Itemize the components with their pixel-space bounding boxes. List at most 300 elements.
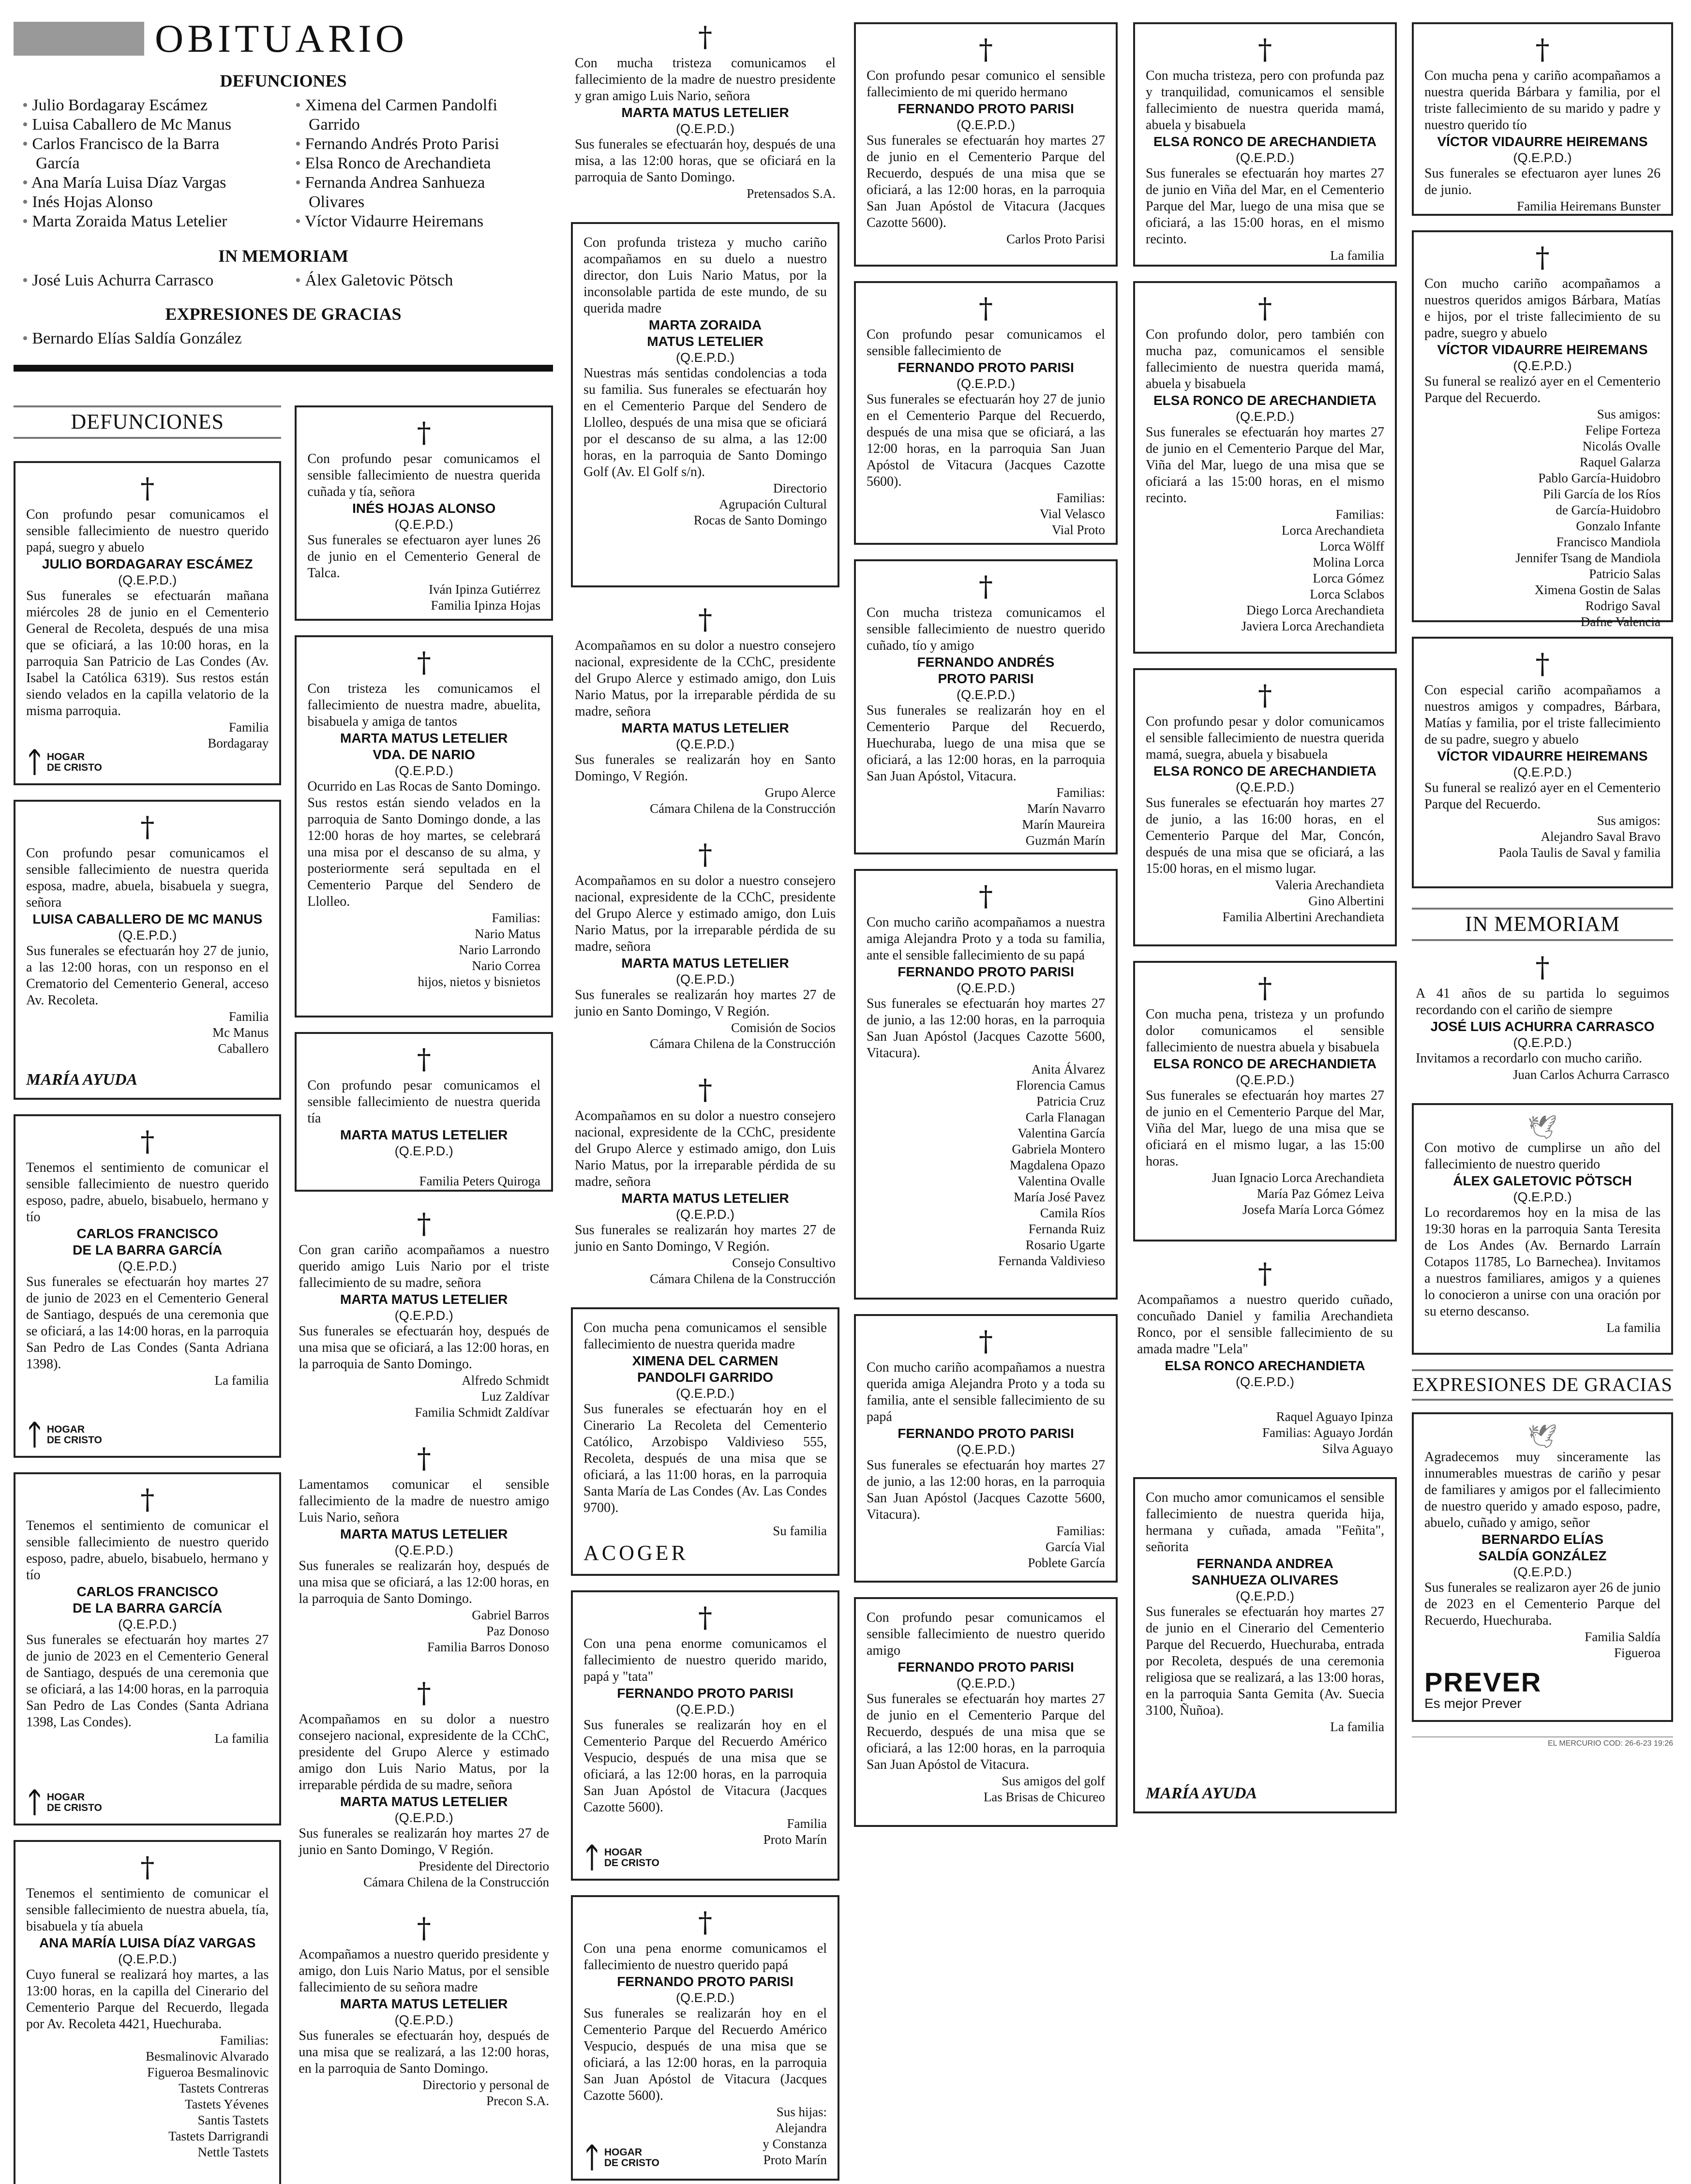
cross-icon: †	[979, 880, 993, 912]
cross-icon: †	[1258, 679, 1272, 712]
notice-qepd: (Q.E.P.D.)	[1235, 1073, 1295, 1087]
memoriam-box	[1412, 1103, 1673, 1355]
notice-text: Con profundo pesar comunicamos el sensible fallecimiento de nuestro querido amigo	[867, 1610, 1105, 1658]
notice-text: Con mucha pena y cariño acompañamos a nuestra querida Bárbara y familia, por el triste fallecimiento de su marido y padre y nuestro querido tío	[1424, 68, 1661, 133]
dove-icon: 🕊	[1527, 1424, 1557, 1450]
notice-text: Con profundo dolor, pero también con mucha paz, comunicamos el sensible fallecimiento de nuestra querida mamá, abuela y bisabuela	[1146, 327, 1384, 391]
notice-box	[854, 1314, 1118, 1583]
notice-name: VDA. DE NARIO	[373, 747, 475, 762]
column-6	[1412, 0, 1673, 1748]
notice-qepd: (Q.E.P.D.)	[675, 350, 735, 365]
notice-details: Sus funerales se efectuarán mañana miércoles 28 de junio en el Cementerio General de Recoleta, después de una misa que se oficiará, a las 10:00 horas, en la parroquia San Patricio de Las Condes (Av. Isabel la Católica 6319). Sus restos están siendo velados en la capilla velatorio de la misma parroquia.	[26, 588, 269, 718]
notice-signature: Familia Saldía Figueroa	[1585, 1630, 1661, 1660]
index-defunciones-right	[295, 96, 537, 231]
notice-name: FERNANDO PROTO PARISI	[617, 1686, 793, 1701]
notice-qepd: (Q.E.P.D.)	[394, 2013, 453, 2027]
notice-box	[571, 222, 839, 587]
notice-details: Sus funerales se efectuarán hoy martes 27 de junio de 2023 en el Cementerio General de Santiago, después de una ceremonia que se oficiará, a las 14:00 horas, en la parroquia San Pedro de Las Condes (Santa Adriana 1398, Las Condes).	[26, 1632, 269, 1730]
notice-signature: La familia	[1330, 248, 1384, 263]
notice-signature: Valeria Arechandieta Gino Albertini Familia Albertini Arechandieta	[1222, 878, 1384, 924]
notice-text: Tenemos el sentimiento de comunicar el sensible fallecimiento de nuestro querido esposo, padre, abuelo, bisabuelo, hermano y tío	[26, 1160, 269, 1225]
notice-name: INÉS HOJAS ALONSO	[352, 501, 496, 516]
notice-box	[571, 1895, 839, 2181]
notice-name: ELSA RONCO DE ARECHANDIETA	[1153, 1056, 1377, 1071]
index-item[interactable]: • Fernando Andrés Proto Parisi	[295, 135, 537, 154]
sub-column-1a	[14, 405, 281, 2184]
notice-signature: Carlos Proto Parisi	[1006, 232, 1105, 246]
notice-qepd: (Q.E.P.D.)	[956, 1676, 1016, 1690]
notice-signature: Alfredo Schmidt Luz Zaldívar Familia Schmidt Zaldívar	[415, 1373, 549, 1420]
notice-box	[571, 1590, 839, 1881]
notice-qepd: (Q.E.P.D.)	[1235, 1375, 1295, 1389]
index-item[interactable]: • Inés Hojas Alonso	[22, 193, 284, 212]
notice-signature: Familias: Nario Matus Nario Larrondo Nario Correa hijos, nietos y bisnietos	[418, 911, 540, 989]
notice-signature: Raquel Aguayo Ipinza Familias: Aguayo Jordán Silva Aguayo	[1262, 1409, 1393, 1456]
section-gracias-heading: EXPRESIONES DE GRACIAS	[1412, 1369, 1673, 1401]
notice-block	[571, 602, 839, 825]
notice-box	[295, 405, 553, 621]
notice-name: ELSA RONCO ARECHANDIETA	[1165, 1358, 1365, 1373]
cross-icon: †	[1258, 1257, 1272, 1290]
notice-box	[854, 22, 1118, 267]
notice-signature: Juan Ignacio Lorca Arechandieta María Paz Gómez Leiva Josefa María Lorca Gómez	[1212, 1170, 1384, 1217]
notice-qepd: (Q.E.P.D.)	[118, 1952, 177, 1966]
notice-name: VÍCTOR VIDAURRE HEIREMANS	[1437, 342, 1648, 357]
masthead	[14, 16, 553, 60]
notice-details: Sus funerales se realizarán hoy, después de una misa que se oficiará, a las 12:00 horas, en la parroquia de Santo Domingo.	[299, 1558, 549, 1606]
section-memoriam-heading: IN MEMORIAM	[1412, 908, 1673, 941]
notice-qepd: (Q.E.P.D.)	[675, 737, 735, 751]
notice-box	[1133, 22, 1397, 267]
masthead-bar	[14, 22, 144, 56]
notice-text: Con gran cariño acompañamos a nuestro querido amigo Luis Nario por el triste fallecimiento de su madre, señora	[299, 1242, 549, 1290]
index-item[interactable]: • Luisa Caballero de Mc Manus	[22, 115, 284, 135]
notice-signature: Consejo Consultivo Cámara Chilena de la Construcción	[650, 1256, 836, 1286]
notice-box	[14, 1840, 281, 2184]
notice-signature: Familia Mc Manus Caballero	[212, 1009, 269, 1056]
notice-signature: Grupo Alerce Cámara Chilena de la Construcción	[650, 785, 836, 816]
notice-details: Sus funerales se realizarán hoy martes 27 de junio en Santo Domingo, V Región.	[575, 987, 836, 1019]
notice-name: VÍCTOR VIDAURRE HEIREMANS	[1437, 134, 1648, 149]
index-item[interactable]: • Ana María Luisa Díaz Vargas	[22, 173, 284, 193]
notice-qepd: (Q.E.P.D.)	[118, 573, 177, 587]
hogar-de-cristo-logo: ᛏ HOGAR DE CRISTO	[26, 1787, 102, 1818]
hogar-de-cristo-logo: ᛏ HOGAR DE CRISTO	[26, 747, 102, 778]
notice-name: FERNANDO PROTO PARISI	[898, 964, 1074, 979]
cross-icon: †	[979, 292, 993, 325]
notice-details: Sus funerales se efectuarán hoy en el Cinerario La Recoleta del Cementerio Católico, Arzobispo Valdivieso 555, Recoleta, después de una misa que se oficiará, a las 11:00 horas, en la parroquia Santa María de Las Condes (Av. Las Condes 9700).	[584, 1402, 827, 1515]
notice-details: Sus funerales se realizarán hoy martes 27 de junio en Santo Domingo, V Región.	[575, 1223, 836, 1254]
cross-icon: †	[417, 1912, 431, 1945]
cross-icon: †	[140, 810, 155, 843]
index-block	[14, 71, 553, 348]
notice-name: MARTA MATUS LETELIER	[621, 956, 789, 971]
notice-text: Con profundo pesar comunicamos el sensible fallecimiento de nuestra querida esposa, madre, abuela, bisabuela y suegra, señora	[26, 846, 269, 910]
notice-text: Acompañamos en su dolor a nuestro consejero nacional, expresidente de la CChC, presidente del Grupo Alerce y estimado amigo, don Luis Nario Matus, por la irreparable pérdida de su madre, señora	[575, 1108, 836, 1189]
notice-details: Sus funerales se efectuarán hoy martes 27 de junio, a las 16:00 horas, en el Cementerio Parque del Mar, Concón, después de una misa que se oficiará, a las 15:00 horas, en el mismo lugar.	[1146, 795, 1384, 876]
index-item[interactable]: • Fernanda Andrea Sanhueza	[295, 173, 537, 193]
index-item[interactable]: • Víctor Vidaurre Heiremans	[295, 212, 537, 231]
notice-name: MARTA MATUS LETELIER	[340, 1127, 508, 1142]
index-item[interactable]: • Ximena del Carmen Pandolfi	[295, 96, 537, 115]
notice-name: DE LA BARRA GARCÍA	[73, 1601, 223, 1616]
notice-details: Ocurrido en Las Rocas de Santo Domingo. Sus restos están siendo velados en la parroquia de Santo Domingo donde, a las 12:00 horas de hoy martes, se celebrará una misa por el descanso de su alma, y posteriormente será sepultada en el Cementerio Parque del Sendero de Llolleo.	[307, 779, 540, 909]
notice-box	[854, 281, 1118, 545]
notice-text: Con mucho cariño acompañamos a nuestra querida amiga Alejandra Proto y a toda su familia, ante el sensible fallecimiento de su papá	[867, 1360, 1105, 1424]
notice-signature: Presidente del Directorio Cámara Chilena de la Construcción	[363, 1859, 549, 1889]
notice-name: MARTA ZORAIDA	[648, 317, 762, 332]
notice-box	[854, 869, 1118, 1300]
notice-name: CARLOS FRANCISCO	[76, 1584, 218, 1599]
notice-signature: La familia	[1330, 1720, 1384, 1734]
index-item[interactable]: • Elsa Ronco de Arechandieta	[295, 154, 537, 173]
notice-details: Sus funerales se efectuarán hoy, después de una misa que se oficiará, a las 12:00 horas, en la parroquia de Santo Domingo.	[299, 1324, 549, 1372]
notice-details: Sus funerales se efectuarán hoy 27 de junio, a las 12:00 horas, con un responso en el Crematorio del Cementerio General, acceso Av. Recoleta.	[26, 943, 269, 1008]
notice-signature: Familias: García Vial Poblete García	[1028, 1524, 1105, 1570]
notice-qepd: (Q.E.P.D.)	[956, 118, 1016, 132]
notice-qepd: (Q.E.P.D.)	[394, 517, 453, 532]
notice-qepd: (Q.E.P.D.)	[1513, 765, 1572, 779]
notice-details: Sus funerales se realizarán hoy en el Cementerio Parque del Recuerdo Américo Vespucio, después de una misa que se oficiará, a las 12:00 horas, en la parroquia San Juan Apóstol de Vitacura (Jacques Cazotte 5600).	[584, 2006, 827, 2103]
index-item[interactable]: • Carlos Francisco de la Barra	[22, 135, 284, 154]
index-memoriam-heading: IN MEMORIAM	[218, 246, 348, 266]
notice-box	[1412, 637, 1673, 888]
notice-name: MATUS LETELIER	[647, 334, 763, 349]
cross-icon: †	[1535, 647, 1550, 680]
cross-icon: †	[417, 1676, 431, 1709]
notice-qepd: (Q.E.P.D.)	[956, 688, 1016, 702]
notice-box	[1133, 961, 1397, 1242]
notice-details: Sus funerales se realizarán hoy en el Cementerio Parque del Recuerdo Américo Vespucio, después de una misa que se oficiará, a las 12:00 horas, en la parroquia San Juan Apóstol de Vitacura (Jacques Cazotte 5600).	[584, 1718, 827, 1815]
cross-icon: †	[1258, 972, 1272, 1004]
cross-icon: †	[1258, 292, 1272, 325]
notice-text: Con profundo pesar comunico el sensible fallecimiento de mi querido hermano	[867, 68, 1105, 100]
notice-name: BERNARDO ELÍAS	[1481, 1532, 1603, 1547]
notice-block	[571, 837, 839, 1061]
notice-name: SANHUEZA OLIVARES	[1191, 1572, 1339, 1587]
notice-name: FERNANDO ANDRÉS	[917, 655, 1055, 670]
notice-signature: Pretensados S.A.	[747, 186, 836, 201]
cross-icon: †	[698, 838, 712, 871]
notice-signature: Familia Peters Quiroga	[419, 1174, 540, 1188]
cross-icon: †	[140, 472, 155, 505]
notice-details: Invitamos a recordarlo con mucho cariño.	[1416, 1051, 1643, 1066]
memoriam-block	[1412, 950, 1673, 1092]
index-item[interactable]: • Álex Galetovic Pötsch	[295, 271, 453, 290]
notice-text: Con mucho amor comunicamos el sensible fallecimiento de nuestra querida hija, hermana y cuñada, amada "Feñita", señorita	[1146, 1490, 1384, 1555]
notice-details: Sus funerales se efectuarán hoy martes 27 de junio, a las 12:00 horas, en la parroquia San Juan Apóstol (Jacques Cazotte 5600, Vitacura).	[867, 996, 1105, 1061]
notice-name: JOSÉ LUIS ACHURRA CARRASCO	[1430, 1019, 1655, 1034]
notice-block	[295, 1206, 553, 1429]
notice-text: Acompañamos en su dolor a nuestro consejero nacional, expresidente de la CChC, presidente del Grupo Alerce y estimado amigo, don Luis Nario Matus, por la irreparable pérdida de su madre, señora	[575, 873, 836, 954]
notice-qepd: (Q.E.P.D.)	[394, 763, 453, 778]
notice-text: Con mucha pena, tristeza y un profundo dolor comunicamos el sensible fallecimiento de nuestra abuela y bisabuela	[1146, 1007, 1384, 1055]
notice-details: Sus funerales se efectuaron ayer lunes 26 de junio.	[1424, 166, 1661, 197]
notice-qepd: (Q.E.P.D.)	[1513, 1565, 1572, 1579]
notice-name: PROTO PARISI	[938, 671, 1034, 686]
masthead-rule	[14, 365, 553, 372]
notice-box	[854, 1597, 1118, 1827]
notice-box	[854, 559, 1118, 854]
notice-box	[14, 800, 281, 1100]
cross-icon: †	[979, 33, 993, 66]
notice-details: Sus funerales se efectuarán hoy martes 27 de junio, a las 12:00 horas, en la parroquia San Juan Apóstol (Jacques Cazotte 5600, Vitacura).	[867, 1458, 1105, 1522]
notice-qepd: (Q.E.P.D.)	[118, 928, 177, 942]
cross-icon: †	[698, 1073, 712, 1106]
notice-qepd: (Q.E.P.D.)	[1513, 359, 1572, 373]
notice-signature: Directorio Agrupación Cultural Rocas de Santo Domingo	[693, 481, 827, 527]
notice-details: Sus funerales se realizarán hoy martes 27 de junio en Santo Domingo, V Región.	[299, 1826, 549, 1857]
notice-qepd: (Q.E.P.D.)	[675, 121, 735, 136]
notice-text: Con profundo pesar comunicamos el sensible fallecimiento de nuestro querido papá, suegro y abuelo	[26, 507, 269, 555]
notice-name: FERNANDO PROTO PARISI	[617, 1974, 793, 1989]
notice-signature: Directorio y personal de Precon S.A.	[422, 2078, 549, 2108]
cross-icon: †	[417, 416, 431, 449]
notice-signature: Sus amigos: Felipe Forteza Nicolás Ovalle Raquel Galarza Pablo García-Huidobro Pili García de los Ríos de García-Huidobro Gonzalo Infante Francisco Mandiola Jennifer Tsang de Mandiola Patricio Salas Ximena Gostin de Salas Rodrigo Saval Dafne Valencia	[1515, 407, 1661, 629]
notice-text: Tenemos el sentimiento de comunicar el sensible fallecimiento de nuestro querido esposo, padre, abuelo, bisabuelo, hermano y tío	[26, 1518, 269, 1583]
notice-details: Sus funerales se realizaron ayer 26 de junio de 2023 en el Cementerio Parque del Recuerdo, Huechuraba.	[1424, 1580, 1661, 1628]
notice-name: FERNANDO PROTO PARISI	[898, 1426, 1074, 1441]
cross-icon: †	[698, 20, 712, 53]
notice-box	[14, 1472, 281, 1825]
notice-text: Con profundo pesar comunicamos el sensible fallecimiento de nuestra querida cuñada y tía, señora	[307, 451, 540, 499]
index-item[interactable]: Olivares	[309, 193, 365, 211]
notice-qepd: (Q.E.P.D.)	[1513, 1190, 1572, 1204]
column-3	[571, 0, 839, 2184]
notice-block	[295, 1911, 553, 2118]
index-item[interactable]: Garrido	[309, 116, 360, 134]
notice-qepd: (Q.E.P.D.)	[118, 1259, 177, 1273]
cross-icon: †	[1535, 241, 1550, 274]
notice-name: MARTA MATUS LETELIER	[340, 1996, 508, 2011]
cross-icon: †	[417, 1043, 431, 1076]
notice-qepd: (Q.E.P.D.)	[956, 376, 1016, 391]
notice-name: MARTA MATUS LETELIER	[621, 1191, 789, 1206]
notice-box	[14, 461, 281, 785]
notice-details: Sus funerales se efectuarán hoy martes 27 de junio en Viña del Mar, en el Cementerio Parque del Mar, luego de una misa que se oficiará, a las 15:00 horas, en el mismo recinto.	[1146, 166, 1384, 247]
notice-block	[295, 1441, 553, 1664]
notice-block	[1133, 1256, 1397, 1466]
cross-icon: †	[1535, 33, 1550, 66]
notice-name: CARLOS FRANCISCO	[76, 1226, 218, 1241]
notice-name: MARTA MATUS LETELIER	[340, 1794, 508, 1809]
notice-name: MARTA MATUS LETELIER	[340, 731, 508, 746]
notice-qepd: (Q.E.P.D.)	[1235, 780, 1295, 794]
cross-icon: †	[140, 1851, 155, 1884]
notice-name: PANDOLFI GARRIDO	[637, 1370, 774, 1385]
notice-name: ELSA RONCO DE ARECHANDIETA	[1153, 134, 1377, 149]
notice-box	[1133, 1477, 1397, 1813]
notice-box	[1412, 230, 1673, 629]
maria-ayuda-logo: MARÍA AYUDA	[1146, 1784, 1257, 1802]
notice-signature: Familia Bordagaray	[208, 720, 269, 750]
index-defunciones	[22, 96, 544, 231]
index-defunciones-heading: DEFUNCIONES	[220, 71, 347, 90]
notice-block	[571, 1072, 839, 1296]
notice-name: XIMENA DEL CARMEN	[632, 1353, 778, 1368]
notice-signature: La familia	[214, 1373, 269, 1388]
maria-ayuda-logo: MARÍA AYUDA	[26, 1071, 138, 1089]
notice-block	[295, 1675, 553, 1899]
cross-icon: †	[698, 1906, 712, 1939]
notice-name: FERNANDO PROTO PARISI	[898, 1660, 1074, 1675]
notice-details: Sus funerales se efectuarán hoy martes 27 de junio en el Cementerio Parque del Recuerdo, después de una misa que se oficiará, a las 12:00 horas, en la parroquia San Juan Apóstol de Vitacura.	[867, 1691, 1105, 1772]
column-1	[14, 0, 553, 2184]
notice-name: ÁLEX GALETOVIC PÖTSCH	[1453, 1173, 1632, 1188]
notice-text: Con una pena enorme comunicamos el fallecimiento de nuestro querido marido, papá y "tata"	[584, 1636, 827, 1684]
notice-text: Con profunda tristeza y mucho cariño acompañamos en su duelo a nuestro director, don Luis Nario Matus, por la inconsolable partida de este mundo, de su querida madre	[584, 235, 827, 316]
notice-name: MARTA MATUS LETELIER	[340, 1526, 508, 1541]
notice-name: VÍCTOR VIDAURRE HEIREMANS	[1437, 748, 1648, 763]
index-memoriam	[22, 271, 544, 290]
hogar-de-cristo-logo: ᛏ HOGAR DE CRISTO	[584, 2142, 659, 2173]
notice-signature: Su familia	[773, 1524, 827, 1538]
page-title: OBITUARIO	[155, 16, 408, 60]
notice-qepd: (Q.E.P.D.)	[1235, 150, 1295, 165]
notice-text: Con profundo pesar comunicamos el sensible fallecimiento de	[867, 327, 1105, 359]
sub-column-1b	[295, 405, 553, 2184]
notice-qepd: (Q.E.P.D.)	[394, 1144, 453, 1158]
notice-text: Con especial cariño acompañamos a nuestros amigos y compadres, Bárbara, Matías y familia, por el triste fallecimiento de su padre, suegro y abuelo	[1424, 683, 1661, 747]
cross-icon: †	[417, 1442, 431, 1475]
notice-name: ELSA RONCO DE ARECHANDIETA	[1153, 393, 1377, 408]
notice-signature: La familia	[1606, 1320, 1661, 1335]
index-defunciones-left	[22, 96, 284, 231]
notice-qepd: (Q.E.P.D.)	[1513, 150, 1572, 165]
notice-text: Con mucha tristeza comunicamos el sensible fallecimiento de nuestro querido cuñado, tío y amigo	[867, 605, 1105, 653]
notice-signature: Sus hijas: Alejandra y Constanza Proto Marín	[763, 2105, 827, 2167]
index-gracias-heading: EXPRESIONES DE GRACIAS	[165, 304, 402, 324]
notice-name: FERNANDA ANDREA	[1197, 1556, 1333, 1571]
notice-block	[571, 19, 839, 210]
notice-name: ANA MARÍA LUISA DÍAZ VARGAS	[39, 1935, 256, 1950]
notice-box	[1133, 281, 1397, 654]
notice-text: Acompañamos a nuestro querido presidente y amigo, don Luis Nario Matus, por el sensible fallecimiento de su señora madre	[299, 1947, 549, 1995]
notice-qepd: (Q.E.P.D.)	[956, 1442, 1016, 1457]
notice-qepd: (Q.E.P.D.)	[956, 981, 1016, 995]
notice-details: Cuyo funeral se realizará hoy martes, a las 13:00 horas, en la capilla del Cinerario del Cementerio Parque del Recuerdo, llegada por Av. Recoleta 4421, Huechuraba.	[26, 1967, 269, 2032]
notice-details: Su funeral se realizó ayer en el Cementerio Parque del Recuerdo.	[1424, 374, 1661, 405]
notice-box	[295, 635, 553, 1017]
cross-icon: †	[979, 1325, 993, 1358]
notice-details: Sus funerales se efectuarán hoy martes 27 de junio en el Cementerio Parque del Recuerdo, después de una misa que se oficiará, a las 12:00 horas, en la parroquia San Juan Apóstol de Vitacura (Jacques Cazotte 5600).	[867, 133, 1105, 230]
notice-signature: Sus amigos del golf Las Brisas de Chicureo	[983, 1774, 1105, 1804]
notice-text: A 41 años de su partida lo seguimos recordando con el cariño de siempre	[1416, 986, 1669, 1017]
cross-icon: †	[417, 646, 431, 679]
notice-details: Sus funerales se efectuarán hoy martes 27 de junio en el Cementerio Parque del Mar, Viña del Mar, luego de una misa que se oficiará a las 15:00 horas, en el mismo recinto.	[1146, 425, 1384, 506]
notice-qepd: (Q.E.P.D.)	[1235, 409, 1295, 424]
notice-details: Sus funerales se efectuarán hoy martes 27 de junio de 2023 en el Cementerio General de Santiago, después de una ceremonia que se oficiará, a las 14:00 horas, en la parroquia San Pedro de Las Condes (Santa Adriana 1398).	[26, 1274, 269, 1372]
cross-icon: †	[698, 603, 712, 636]
index-item[interactable]: García	[36, 154, 80, 172]
gracias-box	[1412, 1412, 1673, 1722]
notice-text: Lamentamos comunicar el sensible fallecimiento de la madre de nuestro amigo Luis Nario, señora	[299, 1477, 549, 1525]
notice-text: Con una pena enorme comunicamos el fallecimiento de nuestro querido papá	[584, 1941, 827, 1973]
notice-details: Nuestras más sentidas condolencias a toda su familia. Sus funerales se efectuarán hoy en el Cementerio Parque del Sendero de Llolleo, después de una misa que se oficiará por el descanso de su alma, a las 12:00 horas, en la parroquia de Santo Domingo Golf (Av. El Golf s/n).	[584, 366, 827, 479]
notice-text: Con profundo pesar comunicamos el sensible fallecimiento de nuestra querida tía	[307, 1078, 540, 1126]
notice-qepd: (Q.E.P.D.)	[675, 1990, 735, 2005]
column-5	[1133, 0, 1397, 1828]
notice-signature: Comisión de Socios Cámara Chilena de la Construcción	[650, 1020, 836, 1051]
notice-text: Con motivo de cumplirse un año del fallecimiento de nuestro querido	[1424, 1140, 1661, 1172]
prever-logo: PREVER Es mejor Prever	[1424, 1667, 1542, 1711]
notice-details: Sus funerales se efectuarán hoy, después de una misa que se realizará, a las 12:00 horas, en la parroquia de Santo Domingo.	[299, 2028, 549, 2076]
cross-icon: †	[140, 1125, 155, 1158]
cross-icon: †	[979, 570, 993, 603]
notice-details: Sus funerales se efectuarán hoy, después de una misa, a las 12:00 horas, que se oficiará en la parroquia de Santo Domingo.	[575, 137, 836, 185]
notice-qepd: (Q.E.P.D.)	[675, 972, 735, 987]
notice-qepd: (Q.E.P.D.)	[675, 1386, 735, 1401]
notice-details: Sus funerales se efectuaron ayer lunes 26 de junio en el Cementerio General de Talca.	[307, 533, 540, 581]
index-item[interactable]: • Julio Bordagaray Escámez	[22, 96, 284, 115]
notice-box	[295, 1032, 553, 1192]
index-item[interactable]: • Bernardo Elías Saldía González	[22, 329, 544, 348]
notice-name: JULIO BORDAGARAY ESCÁMEZ	[42, 556, 253, 571]
index-item[interactable]: • José Luis Achurra Carrasco	[22, 271, 284, 290]
notice-details: Sus funerales se realizarán hoy en el Cementerio Parque del Recuerdo, Huechuraba, luego de una misa que se oficiará, a las 12:00 horas, en la parroquia San Juan Apóstol, Vitacura.	[867, 703, 1105, 784]
notice-details: Lo recordaremos hoy en la misa de las 19:30 horas en la parroquia Santa Teresita de Los Andes (Av. Bernardo Larraín Cotapos 11785, Lo Barnechea). Invitamos a nuestros familiares, amigos y a quienes lo conocieron a unirse con una oración por su eterno descanso.	[1424, 1205, 1661, 1319]
cross-icon: †	[417, 1207, 431, 1240]
notice-text: Agradecemos muy sinceramente las innumerables muestras de cariño y pesar de familiares y amigos por el fallecimiento de nuestro querido y amado esposo, padre, abuelo, cuñado y amigo, señor	[1424, 1450, 1661, 1530]
notice-name: FERNANDO PROTO PARISI	[898, 101, 1074, 116]
hogar-de-cristo-logo: ᛏ HOGAR DE CRISTO	[584, 1842, 659, 1873]
notice-signature: Sus amigos: Alejandro Saval Bravo Paola Taulis de Saval y familia	[1498, 813, 1661, 860]
cross-icon: †	[140, 1483, 155, 1516]
notice-signature: Familias: Vial Velasco Vial Proto	[1039, 491, 1105, 537]
notice-text: Acompañamos en su dolor a nuestro consejero nacional, expresidente de la CChC, presidente del Grupo Alerce y estimado amigo don Luis Nario Matus, por la irreparable pérdida de su madre, señora	[299, 1712, 549, 1793]
notice-signature: Juan Carlos Achurra Carrasco	[1512, 1067, 1669, 1082]
notice-text: Acompañamos en su dolor a nuestro consejero nacional, expresidente de la CChC, presidente del Grupo Alerce y estimado amigo, don Luis Nario Matus, por la irreparable pérdida de su madre, señora	[575, 638, 836, 719]
notice-signature: Anita Álvarez Florencia Camus Patricia Cruz Carla Flanagan Valentina García Gabriela Montero Magdalena Opazo Valentina Ovalle María José Pavez Camila Ríos Fernanda Ruiz Rosario Ugarte Fernanda Valdivieso	[998, 1062, 1105, 1268]
notice-signature: Familia Heiremans Bunster	[1517, 199, 1661, 213]
acoger-logo: ACOGER	[584, 1541, 688, 1565]
index-item[interactable]: • Marta Zoraida Matus Letelier	[22, 212, 284, 231]
notice-text: Con mucho cariño acompañamos a nuestros queridos amigos Bárbara, Matías e hijos, por el triste fallecimiento de su padre, suegro y abuelo	[1424, 276, 1661, 341]
notice-qepd: (Q.E.P.D.)	[1513, 1035, 1572, 1050]
notice-text: Con mucha tristeza, pero con profunda paz y tranquilidad, comunicamos el sensible fallecimiento de nuestra querida mamá, abuela y bisabuela	[1146, 68, 1384, 133]
notice-name: FERNANDO PROTO PARISI	[898, 360, 1074, 375]
notice-text: Con mucha tristeza comunicamos el fallecimiento de la madre de nuestro presidente y gran amigo Luis Nario, señora	[575, 56, 836, 104]
notice-name: MARTA MATUS LETELIER	[340, 1292, 508, 1307]
notice-qepd: (Q.E.P.D.)	[394, 1543, 453, 1557]
notice-name: MARTA MATUS LETELIER	[621, 720, 789, 735]
notice-text: Con profundo pesar y dolor comunicamos el sensible fallecimiento de nuestra querida mamá, suegra, abuela y bisabuela	[1146, 714, 1384, 762]
notice-box	[1412, 22, 1673, 216]
notice-qepd: (Q.E.P.D.)	[394, 1308, 453, 1323]
notice-signature: Familia Proto Marín	[763, 1816, 827, 1847]
notice-box	[1133, 668, 1397, 946]
notice-text: Acompañamos a nuestro querido cuñado, concuñado Daniel y familia Arechandieta Ronco, por el sensible fallecimiento de su amada madre "Lela"	[1137, 1292, 1393, 1357]
cross-icon: †	[698, 1601, 712, 1634]
notice-qepd: (Q.E.P.D.)	[675, 1207, 735, 1222]
cross-icon: †	[1535, 951, 1550, 984]
notice-details: Sus funerales se realizarán hoy en Santo Domingo, V Región.	[575, 752, 836, 784]
hogar-de-cristo-logo: ᛏ HOGAR DE CRISTO	[26, 1419, 102, 1451]
notice-text: Tenemos el sentimiento de comunicar el sensible fallecimiento de nuestra abuela, tía, bisabuela y tía abuela	[26, 1886, 269, 1934]
notice-signature: Familias: Besmalinovic Alvarado Figueroa Besmalinovic Tastets Contreras Tastets Yévenes Santis Tastets Tastets Darrigrandi Nettle Tastets	[146, 2033, 269, 2159]
notice-text: Con tristeza les comunicamos el fallecimiento de nuestra madre, abuelita, bisabuela y amiga de tantos	[307, 681, 540, 729]
dove-icon: 🕊	[1527, 1115, 1557, 1140]
notice-qepd: (Q.E.P.D.)	[675, 1702, 735, 1717]
section-defunciones-heading: DEFUNCIONES	[14, 405, 281, 439]
notice-details: Su funeral se realizó ayer en el Cementerio Parque del Recuerdo.	[1424, 780, 1661, 812]
notice-details: Sus funerales se efectuarán hoy martes 27 de junio en el Cementerio Parque del Mar, Viña del Mar, luego de una misa que se oficiará en el mismo lugar, a las 15:00 horas.	[1146, 1088, 1384, 1169]
notice-signature: Iván Ipinza Gutiérrez Familia Ipinza Hojas	[429, 582, 540, 613]
column-4	[854, 0, 1118, 1841]
notice-details: Sus funerales se efectuarán hoy 27 de junio en el Cementerio Parque del Recuerdo, después de una misa que se oficiará, a las 12:00 horas, en la parroquia San Juan Apóstol de Vitacura (Jacques Cazotte 5600).	[867, 392, 1105, 489]
notice-signature: Familias: Marín Navarro Marín Maureira Guzmán Marín	[1022, 785, 1105, 848]
notice-name: LUISA CABALLERO DE MC MANUS	[32, 912, 263, 927]
